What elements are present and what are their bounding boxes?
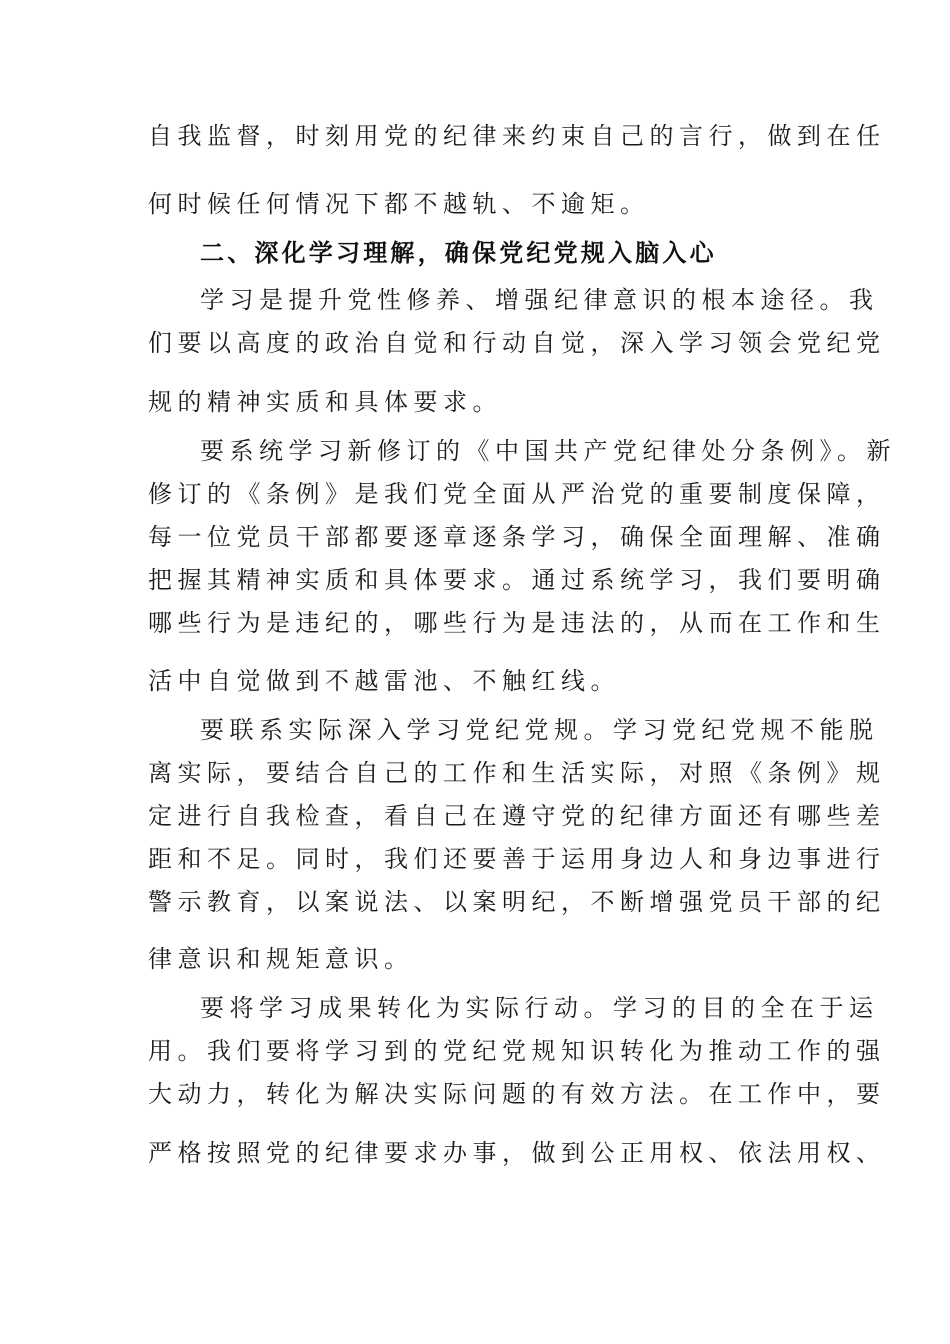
- body-line: 距和不足。同时，我们还要善于运用身边人和身边事进行: [148, 845, 886, 873]
- body-line: 把握其精神实质和具体要求。通过系统学习，我们要明确: [148, 566, 886, 594]
- body-line: 哪些行为是违纪的，哪些行为是违法的，从而在工作和生: [148, 609, 886, 637]
- body-line: 大动力，转化为解决实际问题的有效方法。在工作中，要: [148, 1080, 886, 1108]
- body-line: 每一位党员干部都要逐章逐条学习，确保全面理解、准确: [148, 523, 886, 551]
- body-line: 用。我们要将学习到的党纪党规知识转化为推动工作的强: [148, 1037, 886, 1065]
- section-heading: 二、深化学习理解，确保党纪党规入脑入心: [200, 239, 717, 267]
- body-line: 自我监督，时刻用党的纪律来约束自己的言行，做到在任: [148, 122, 886, 150]
- body-line: 警示教育，以案说法、以案明纪，不断增强党员干部的纪: [148, 888, 886, 916]
- paragraph-first-line: 学习是提升党性修养、增强纪律意识的根本途径。我: [200, 286, 879, 314]
- body-line: 何时候任何情况下都不越轨、不逾矩。: [148, 190, 650, 218]
- body-line: 定进行自我检查，看自己在遵守党的纪律方面还有哪些差: [148, 802, 886, 830]
- body-line: 规的精神实质和具体要求。: [148, 388, 502, 416]
- body-line: 律意识和规矩意识。: [148, 945, 414, 973]
- paragraph-first-line: 要系统学习新修订的《中国共产党纪律处分条例》。新: [200, 437, 896, 465]
- body-line: 修订的《条例》是我们党全面从严治党的重要制度保障，: [148, 480, 886, 508]
- body-line: 严格按照党的纪律要求办事，做到公正用权、依法用权、: [148, 1139, 886, 1167]
- paragraph-first-line: 要联系实际深入学习党纪党规。学习党纪党规不能脱: [200, 716, 879, 744]
- body-line: 活中自觉做到不越雷池、不触红线。: [148, 667, 620, 695]
- paragraph-first-line: 要将学习成果转化为实际行动。学习的目的全在于运: [200, 994, 879, 1022]
- body-line: 们要以高度的政治自觉和行动自觉，深入学习领会党纪党: [148, 329, 886, 357]
- body-line: 离实际，要结合自己的工作和生活实际，对照《条例》规: [148, 759, 886, 787]
